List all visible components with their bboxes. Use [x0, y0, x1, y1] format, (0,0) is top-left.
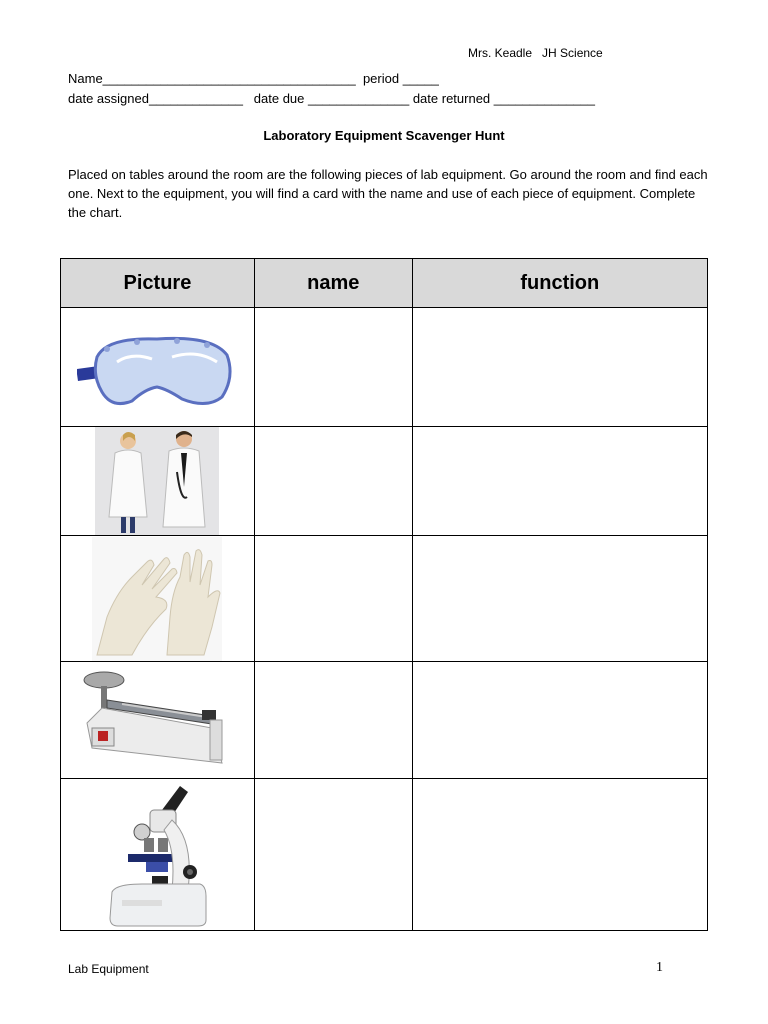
name-period-line: Name___________________________________ period _____	[68, 71, 439, 86]
safety-goggles-icon	[77, 317, 237, 417]
name-cell[interactable]	[254, 662, 412, 779]
picture-cell	[61, 662, 255, 779]
name-cell[interactable]	[254, 536, 412, 662]
chart-header-row	[61, 259, 708, 308]
table-row	[61, 427, 708, 536]
table-row	[61, 779, 708, 931]
table-row	[61, 308, 708, 427]
picture-cell	[61, 779, 255, 931]
instructions-paragraph: Placed on tables around the room are the following pieces of lab equipment. Go around the room and find each one. Next to the equipment, you will find a card with the name and use of each piece of equipment. Complete the chart.	[68, 167, 708, 220]
function-cell[interactable]	[412, 662, 707, 779]
function-cell[interactable]	[412, 779, 707, 931]
function-cell[interactable]	[412, 427, 707, 536]
name-cell[interactable]	[254, 308, 412, 427]
function-cell[interactable]	[412, 536, 707, 662]
function-cell[interactable]	[412, 308, 707, 427]
triple-beam-balance-icon	[82, 668, 232, 772]
equipment-chart	[60, 258, 708, 931]
picture-cell	[61, 427, 255, 536]
picture-cell	[61, 308, 255, 427]
table-row	[61, 662, 708, 779]
page-title: Laboratory Equipment Scavenger Hunt	[263, 128, 505, 143]
function-column-header: function	[412, 259, 707, 308]
teacher-header: Mrs. Keadle JH Science	[468, 46, 603, 60]
gloves-icon	[92, 537, 222, 661]
page-number: 1	[656, 960, 663, 975]
footer-label: Lab Equipment	[68, 962, 149, 976]
name-cell[interactable]	[254, 779, 412, 931]
table-row	[61, 536, 708, 662]
lab-coats-icon	[95, 427, 219, 535]
picture-cell	[61, 536, 255, 662]
dates-line: date assigned_____________ date due ______________ date returned ______________	[68, 91, 595, 106]
name-column-header: name	[254, 259, 412, 308]
picture-column-header: Picture	[61, 259, 255, 308]
microscope-icon	[102, 780, 212, 930]
name-cell[interactable]	[254, 427, 412, 536]
